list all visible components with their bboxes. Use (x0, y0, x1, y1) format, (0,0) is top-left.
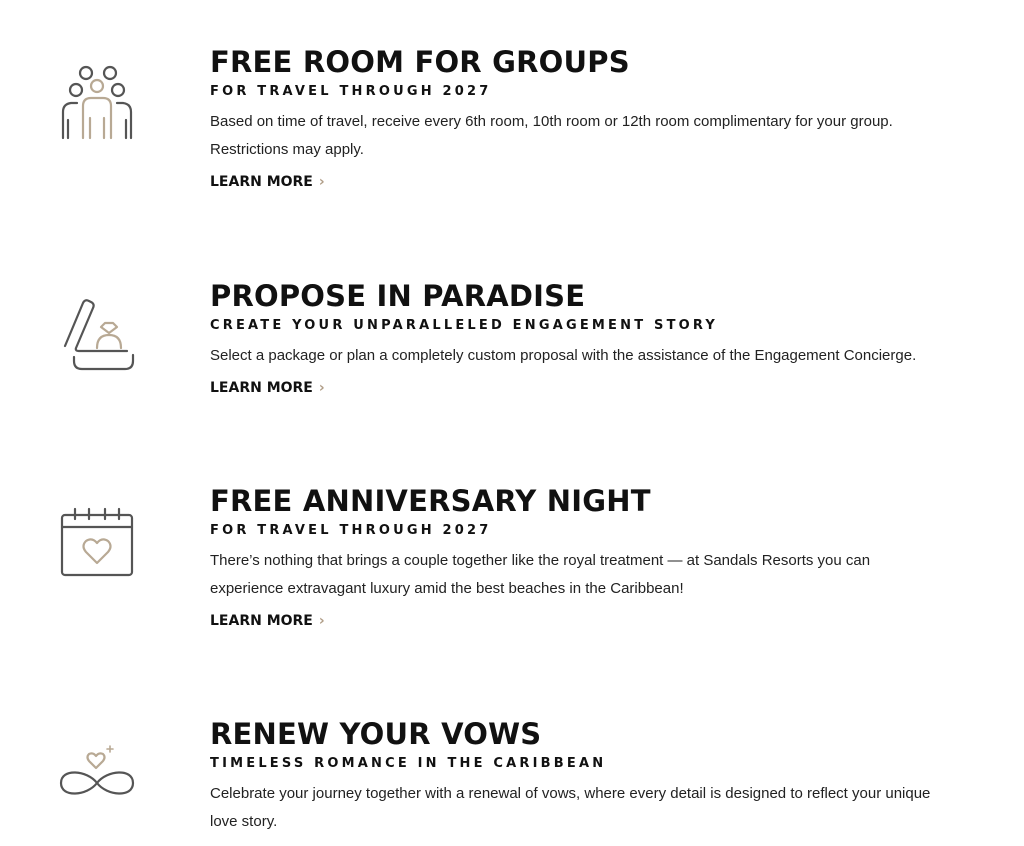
offer-title: RENEW YOUR VOWS (210, 717, 542, 751)
offer-description: There’s nothing that brings a couple together like the royal treatment — at Sandals Resorts you can experience extravagant luxury amid the best beaches in the Caribbean! (210, 552, 871, 597)
learn-more-label: LEARN MORE (210, 174, 313, 190)
offer-title: PROPOSE IN PARADISE (210, 279, 586, 313)
offer-subtitle: FOR TRAVEL THROUGH 2027 (210, 84, 492, 99)
learn-more-link[interactable] (210, 609, 325, 633)
learn-more-label: LEARN MORE (210, 380, 313, 396)
group-people-icon (57, 62, 137, 142)
offer-subtitle: FOR TRAVEL THROUGH 2027 (210, 523, 492, 538)
offer-description: Select a package or plan a completely custom proposal with the assistance of the Engagement Concierge. (210, 347, 917, 364)
learn-more-label: LEARN MORE (210, 613, 313, 629)
offer-subtitle: TIMELESS ROMANCE IN THE CARIBBEAN (210, 756, 607, 771)
ring-box-icon (57, 293, 137, 373)
chevron-right-icon: › (318, 613, 325, 629)
offer-subtitle: CREATE YOUR UNPARALLELED ENGAGEMENT STORY (210, 318, 719, 333)
chevron-right-icon: › (318, 380, 325, 396)
learn-more-link[interactable] (210, 170, 325, 194)
infinity-heart-icon (57, 742, 137, 822)
learn-more-link[interactable] (210, 376, 325, 400)
chevron-right-icon: › (318, 174, 325, 190)
calendar-heart-icon (57, 503, 137, 583)
offer-title: FREE ROOM FOR GROUPS (210, 45, 630, 79)
offer-title: FREE ANNIVERSARY NIGHT (210, 484, 651, 518)
offer-description: Celebrate your journey together with a renewal of vows, where every detail is designed to reflect your unique love story. (210, 785, 931, 830)
offer-description: Based on time of travel, receive every 6th room, 10th room or 12th room complimentary for your group. Restrictions may apply. (210, 113, 893, 158)
